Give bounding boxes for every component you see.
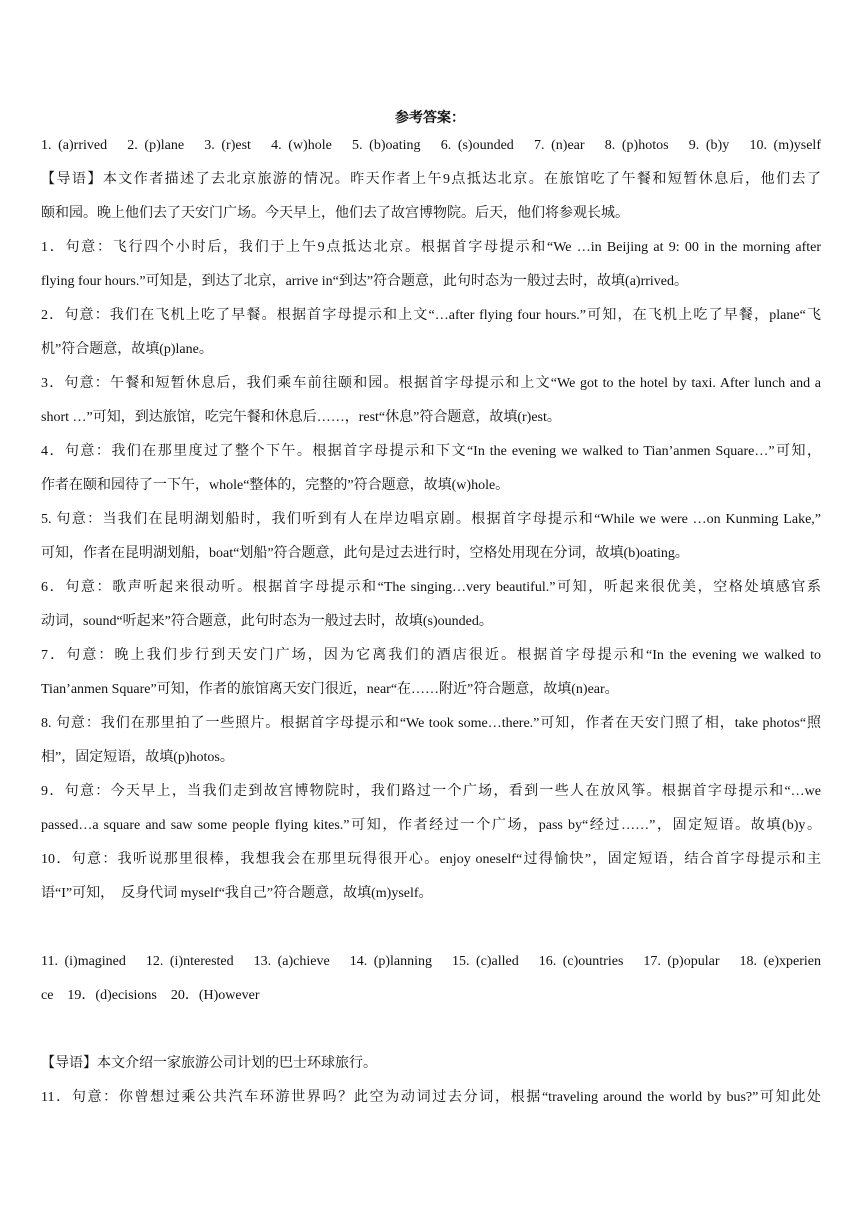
explanation-line: 7．句意：晚上我们步行到天安门广场，因为它离我们的酒店很近。根据首字母提示和“In the evening we walked to	[41, 648, 821, 663]
intro-line: 【导语】本文作者描述了去北京旅游的情况。昨天作者上午9点抵达北京。在旅馆吃了午餐和短暂休息后，他们去了	[41, 172, 821, 187]
explanation-line: Tian’anmen Square”可知，作者的旅馆离天安门很近，near“在……附近”符合题意，故填(n)ear。	[41, 682, 619, 697]
explanation-line: 1．句意：飞行四个小时后，我们于上午9点抵达北京。根据首字母提示和“We …in Beijing at 9: 00 in the morning after	[41, 240, 821, 255]
answer-key-line: 1. (a)rrived 2. (p)lane 3. (r)est 4. (w)hole 5. (b)oating 6. (s)ounded 7. (n)ear 8. (p)hotos 9. (b)y 10. (m)yself	[41, 138, 821, 153]
explanation-line: passed…a square and saw some people flying kites.”可知，作者经过一个广场，pass by“经过……”，固定短语。故填(b)y。	[41, 818, 821, 833]
explanation-line: 9．句意：今天早上，当我们走到故宫博物院时，我们路过一个广场，看到一些人在放风筝。根据首字母提示和“…we	[41, 784, 821, 799]
explanation-line: 作者在颐和园待了一下午，whole“整体的，完整的”符合题意，故填(w)hole。	[41, 478, 510, 493]
explanation-line: 11．句意：你曾想过乘公共汽车环游世界吗？此空为动词过去分词，根据“traveling around the world by bus?”可知此处	[41, 1090, 821, 1105]
explanation-line: 6．句意：歌声听起来很动听。根据首字母提示和“The singing…very beautiful.”可知，听起来很优美，空格处填感官系	[41, 580, 821, 595]
answer-key-line: ce 19．(d)ecisions 20．(H)owever	[41, 988, 260, 1003]
answer-key-line: 11. (i)magined 12. (i)nterested 13. (a)chieve 14. (p)lanning 15. (c)alled 16. (c)ountries 17. (p)opular 18. (e)xperien	[41, 954, 821, 969]
explanation-line: 10．句意：我听说那里很棒，我想我会在那里玩得很开心。enjoy oneself“过得愉快”，固定短语，结合首字母提示和主	[41, 852, 821, 867]
explanation-line: 3．句意：午餐和短暂休息后，我们乘车前往颐和园。根据首字母提示和上文“We got to the hotel by taxi. After lunch and a	[41, 376, 821, 391]
explanation-line: 可知，作者在昆明湖划船，boat“划船”符合题意，此句是过去进行时，空格处用现在分词，故填(b)oating。	[41, 546, 689, 561]
explanation-line: 动词，sound“听起来”符合题意，此句时态为一般过去时，故填(s)ounded。	[41, 614, 493, 629]
explanation-line: 4．句意：我们在那里度过了整个下午。根据首字母提示和下文“In the evening we walked to Tian’anmen Square…”可知，	[41, 444, 821, 459]
intro-line: 颐和园。晚上他们去了天安门广场。今天早上，他们去了故宫博物院。后天，他们将参观长城。	[41, 206, 629, 221]
page-title: 参考答案：	[395, 111, 465, 126]
explanation-line: 8. 句意：我们在那里拍了一些照片。根据首字母提示和“We took some…there.”可知，作者在天安门照了相，take photos“照	[41, 716, 821, 731]
explanation-line: flying four hours.”可知是，到达了北京，arrive in“到达”符合题意，此句时态为一般过去时，故填(a)rrived。	[41, 274, 689, 289]
explanation-line: short …”可知，到达旅馆，吃完午餐和休息后……，rest“休息”符合题意，故填(r)est。	[41, 410, 561, 425]
explanation-line: 5. 句意：当我们在昆明湖划船时，我们听到有人在岸边唱京剧。根据首字母提示和“While we were …on Kunming Lake,”	[41, 512, 821, 527]
explanation-line: 语“I”可知， 反身代词 myself“我自己”符合题意，故填(m)yself。	[41, 886, 433, 901]
explanation-line: 机”符合题意，故填(p)lane。	[41, 342, 213, 357]
intro-line: 【导语】本文介绍一家旅游公司计划的巴士环球旅行。	[41, 1056, 377, 1071]
explanation-line: 相”，固定短语，故填(p)hotos。	[41, 750, 234, 765]
explanation-line: 2．句意：我们在飞机上吃了早餐。根据首字母提示和上文“…after flying four hours.”可知，在飞机上吃了早餐，plane“飞	[41, 308, 821, 323]
